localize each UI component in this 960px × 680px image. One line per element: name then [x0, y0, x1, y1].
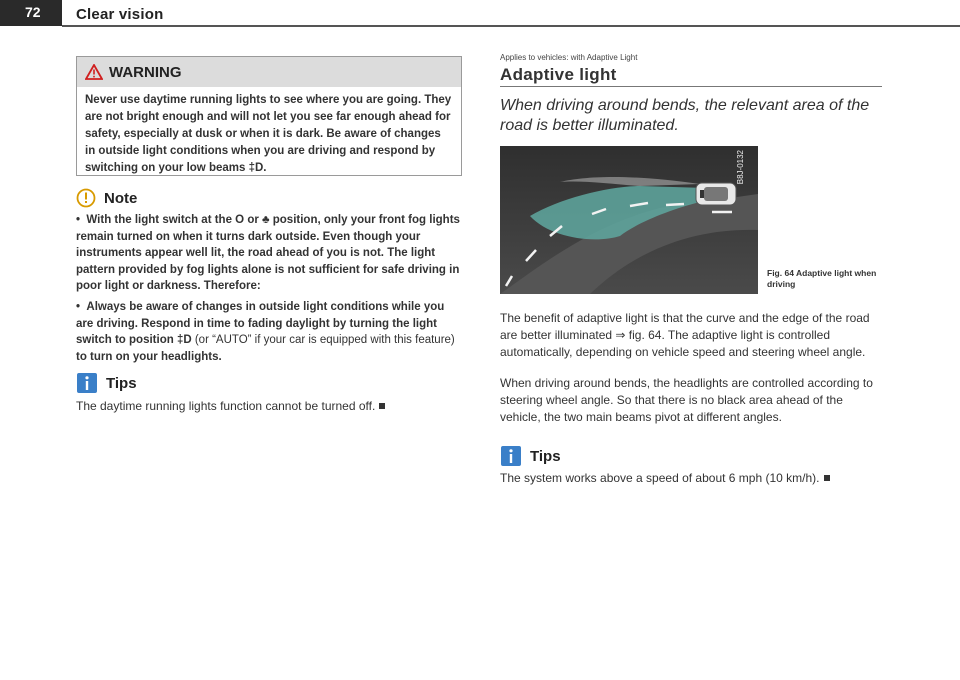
end-mark [379, 403, 385, 409]
note-icon [76, 188, 96, 208]
adaptive-light-illustration [500, 146, 758, 294]
warning-text: Never use daytime running lights to see where you are going. They are not bright enough and will not let you see far enough ahead for safety, especially at dusk or when it is dark. Be aware of changes in outside light conditions when you are driving and respond by switching on your low beams ‡D. [85, 94, 452, 174]
figure-code: B8J-0132 [736, 150, 745, 185]
body-paragraph-1: The benefit of adaptive light is that the curve and the edge of the road are better illuminated ⇒ fig. 64. The adaptive light is controlled automatically, depending on vehicle speed and steering wheel angle. [500, 311, 870, 359]
warning-title: WARNING [109, 63, 182, 81]
caption-text: Adaptive light when driving [767, 268, 877, 289]
info-icon [76, 372, 98, 394]
applies-to: Applies to vehicles: with Adaptive Light [500, 53, 638, 62]
tips-text-left: The daytime running lights function cannot be turned off. [76, 398, 466, 414]
figure-caption [767, 268, 887, 290]
page-number-box [0, 0, 62, 26]
body-paragraph-2: When driving around bends, the headlights are controlled according to steering wheel angle. So that there is no black area ahead of the vehicle, the two main beams pivot at different angles. [500, 376, 873, 424]
note-title: Note [104, 189, 138, 207]
note-header [76, 188, 137, 208]
note-bullet-1: • With the light switch at the O or ♣ position, only your front fog lights remain turned on when it turns dark outside. Even though your instruments appear well lit, the road ahead of you is not. The light pattern provided by fog lights alone is not sufficient for safe driving in poor light or darkness. Therefore: [76, 214, 460, 293]
note-text [76, 212, 462, 369]
caption-label: Fig. 64 [767, 268, 794, 278]
tips-title-right: Tips [530, 447, 561, 465]
warning-box [76, 56, 462, 176]
header-rule [62, 25, 960, 27]
lead-text: When driving around bends, the relevant area of the road is better illuminated. [500, 97, 870, 134]
running-header: Clear vision [76, 6, 164, 23]
tips-header-right [500, 445, 561, 467]
section-title: Adaptive light [500, 65, 617, 84]
warning-icon [85, 64, 103, 80]
tips-header-left [76, 372, 137, 394]
section-rule [500, 86, 882, 87]
note-bullet-2: • Always be aware of changes in outside light conditions while you are driving. Respond in time to fading daylight by turning the light switch to position ‡D (or “AUTO” if your car is equipped with this feature) to turn on your headlights. [76, 300, 455, 363]
warning-header [77, 57, 461, 87]
tips-title-left: Tips [106, 374, 137, 392]
page-number: 72 [25, 4, 41, 20]
end-mark [824, 475, 830, 481]
tips-text-right: The system works above a speed of about 6 mph (10 km/h). [500, 470, 890, 486]
adaptive-light-figure [500, 146, 758, 294]
info-icon [500, 445, 522, 467]
